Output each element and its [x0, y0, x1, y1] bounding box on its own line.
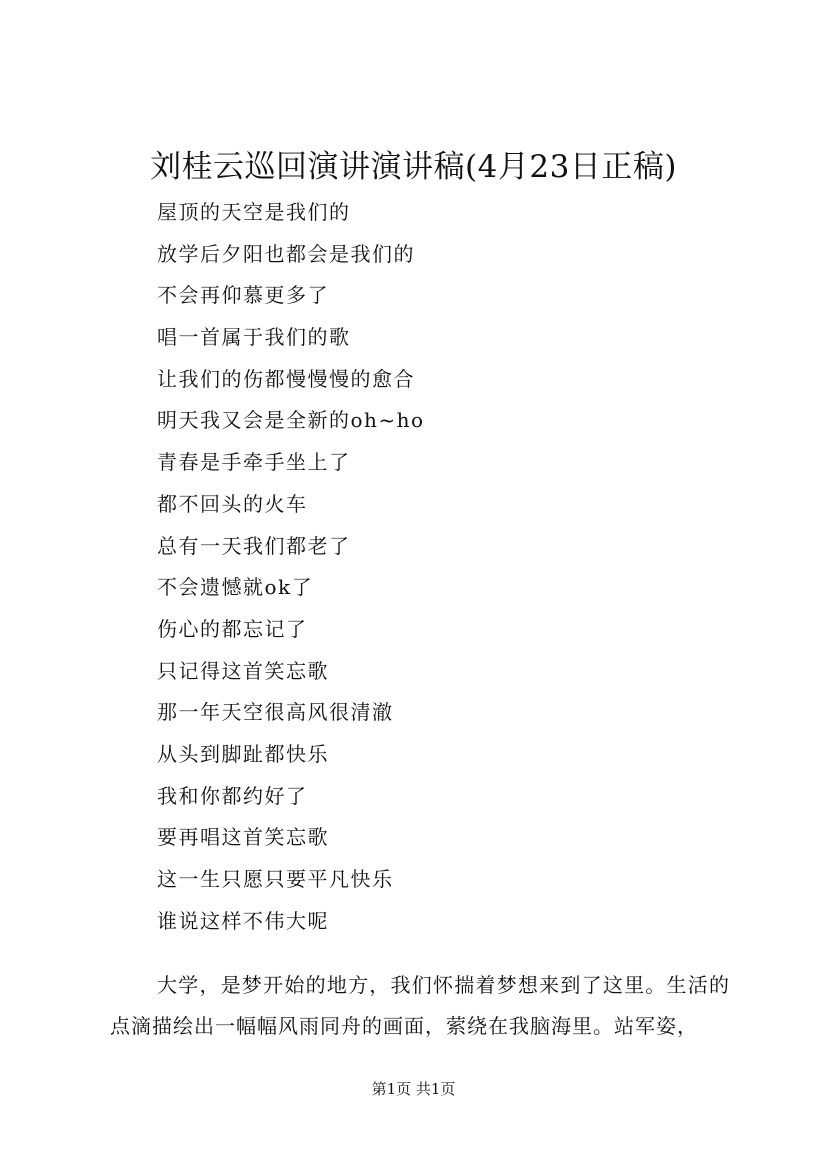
lyric-line: 都不回头的火车 — [157, 491, 308, 516]
lyric-line: 我和你都约好了 — [157, 783, 308, 808]
lyric-line: 不会再仰慕更多了 — [157, 283, 329, 308]
document-title: 刘桂云巡回演讲演讲稿(4月23日正稿) — [150, 149, 677, 185]
lyric-line: 从头到脚趾都快乐 — [157, 741, 329, 766]
lyric-line: 明天我又会是全新的oh~ho — [157, 408, 425, 433]
lyric-line: 唱一首属于我们的歌 — [157, 325, 351, 350]
lyric-line: 那一年天空很高风很清澈 — [157, 700, 394, 725]
lyric-line: 不会遗憾就ok了 — [157, 575, 314, 600]
lyric-line: 让我们的伤都慢慢慢的愈合 — [157, 366, 415, 391]
page-footer: 第1页 共1页 — [371, 1080, 456, 1098]
body-paragraph: 大学，是梦开始的地方，我们怀揣着梦想来到了这里。生活的点滴描绘出一幅幅风雨同舟的画面，萦绕在我脑海里。站军姿， — [110, 973, 730, 1038]
lyrics-list — [157, 192, 425, 942]
lyric-line: 放学后夕阳也都会是我们的 — [157, 241, 415, 266]
lyric-line: 只记得这首笑忘歌 — [157, 658, 329, 683]
lyric-line: 伤心的都忘记了 — [157, 616, 308, 641]
lyric-line: 总有一天我们都老了 — [157, 533, 351, 558]
lyric-line: 屋顶的天空是我们的 — [157, 200, 351, 224]
lyric-line: 谁说这样不伟大呢 — [157, 908, 329, 933]
lyric-line: 这一生只愿只要平凡快乐 — [157, 867, 394, 891]
lyric-line: 青春是手牵手坐上了 — [157, 450, 351, 475]
lyric-line: 要再唱这首笑忘歌 — [157, 825, 329, 850]
